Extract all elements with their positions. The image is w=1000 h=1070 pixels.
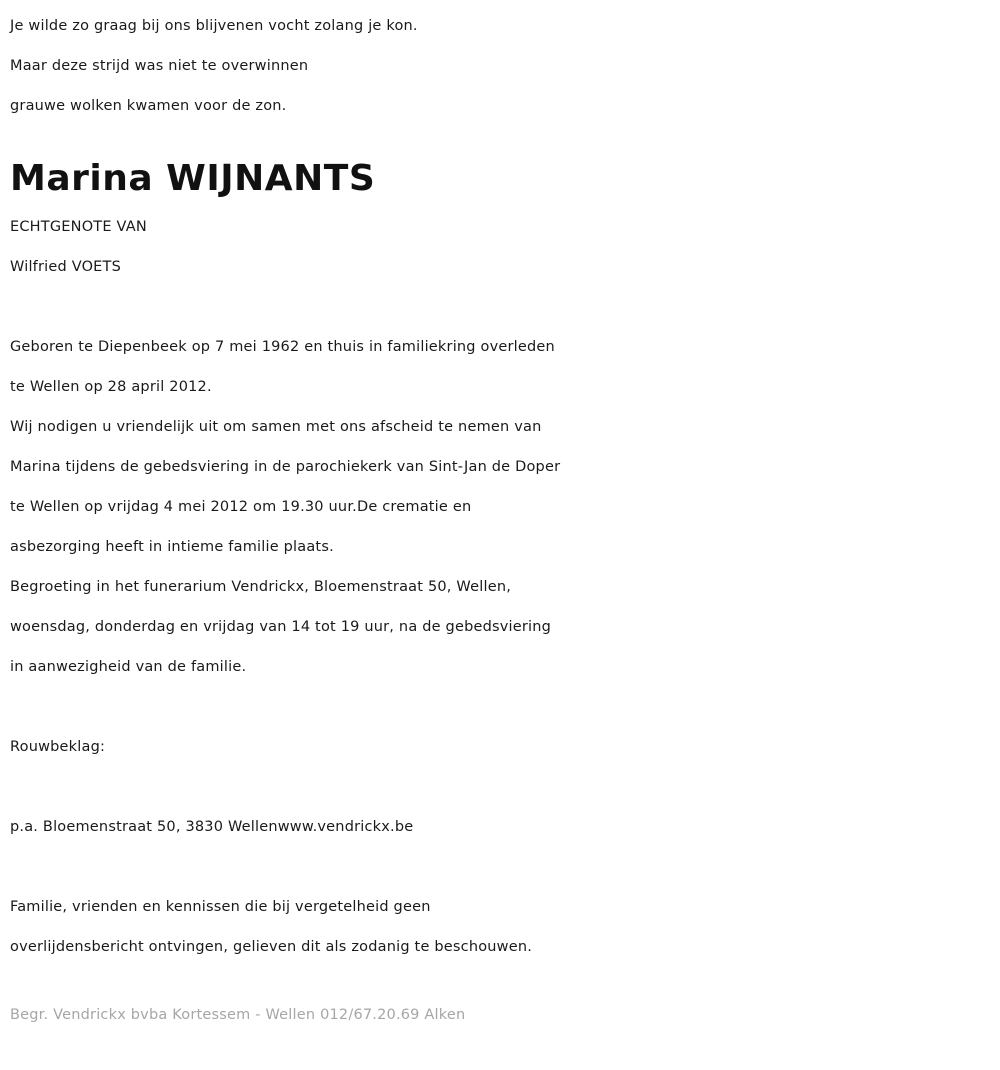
poem-line: Je wilde zo graag bij ons blijvenen vocht zolang je kon. — [10, 18, 418, 34]
notice-body — [10, 327, 995, 687]
spacer — [10, 287, 995, 327]
poem — [10, 6, 995, 126]
notice-line: overlijdensbericht ontvingen, gelieven dit als zodanig te beschouwen. — [10, 939, 533, 955]
closing-notice — [10, 887, 995, 967]
death-notice — [10, 6, 995, 1035]
body-line: Wij nodigen u vriendelijk uit om samen met ons afscheid te nemen van — [10, 419, 542, 435]
condolence-address: p.a. Bloemenstraat 50, 3830 Wellenwww.vendrickx.be — [10, 819, 414, 835]
spacer — [10, 847, 995, 887]
body-line: Marina tijdens de gebedsviering in de parochiekerk van Sint-Jan de Doper — [10, 459, 561, 475]
relation-label: ECHTGENOTE VAN — [10, 219, 147, 235]
body-line: in aanwezigheid van de familie. — [10, 659, 247, 675]
body-line: te Wellen op vrijdag 4 mei 2012 om 19.30 uur.De crematie en — [10, 499, 472, 515]
spacer — [10, 767, 995, 807]
body-line: te Wellen op 28 april 2012. — [10, 379, 212, 395]
spacer — [10, 687, 995, 727]
funeral-home-footer: Begr. Vendrickx bvba Kortessem - Wellen 012/67.20.69 Alken — [10, 1007, 466, 1023]
deceased-name: Marina WIJNANTS — [10, 158, 376, 199]
body-line: woensdag, donderdag en vrijdag van 14 tot 19 uur, na de gebedsviering — [10, 619, 552, 635]
poem-line: Maar deze strijd was niet te overwinnen — [10, 58, 309, 74]
spouse-name: Wilfried VOETS — [10, 259, 122, 275]
body-line: asbezorging heeft in intieme familie plaats. — [10, 539, 334, 555]
notice-line: Familie, vrienden en kennissen die bij vergetelheid geen — [10, 899, 431, 915]
condolence-label: Rouwbeklag: — [10, 739, 106, 755]
body-line: Geboren te Diepenbeek op 7 mei 1962 en thuis in familiekring overleden — [10, 339, 555, 355]
poem-line: grauwe wolken kwamen voor de zon. — [10, 98, 287, 114]
body-line: Begroeting in het funerarium Vendrickx, Bloemenstraat 50, Wellen, — [10, 579, 512, 595]
